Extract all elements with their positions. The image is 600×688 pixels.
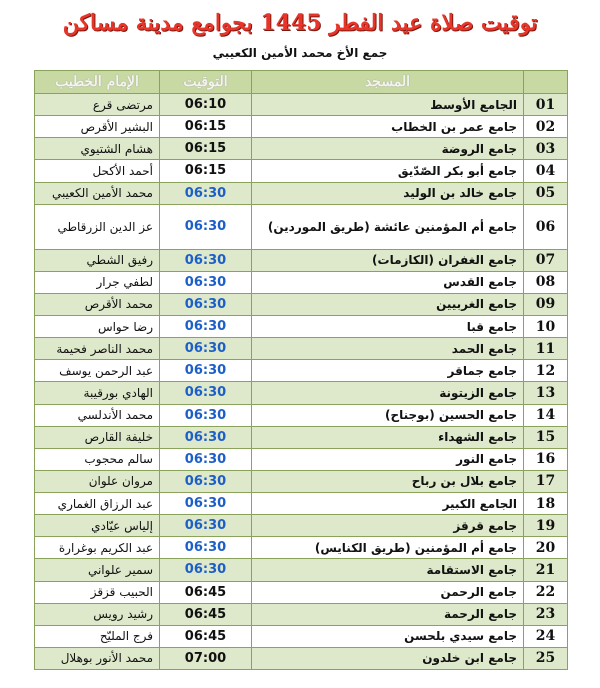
mosque-cell: جامع أم المؤمنين عائشة (طريق الموردين) bbox=[252, 204, 524, 249]
row-number-cell: 09 bbox=[524, 293, 568, 315]
mosque-cell: الجامع الكبير bbox=[252, 493, 524, 515]
imam-cell: رشيد رويس bbox=[35, 603, 160, 625]
time-cell: 06:30 bbox=[160, 537, 252, 559]
row-number-cell: 21 bbox=[524, 559, 568, 581]
mosque-cell: جامع الرحمة bbox=[252, 603, 524, 625]
table-row bbox=[35, 625, 568, 647]
table-header-row bbox=[35, 71, 568, 94]
mosque-cell: جامع أم المؤمنين (طريق الكنايس) bbox=[252, 537, 524, 559]
row-number-cell: 11 bbox=[524, 338, 568, 360]
table-row bbox=[35, 360, 568, 382]
table-row bbox=[35, 426, 568, 448]
mosque-cell: جامع خالد بن الوليد bbox=[252, 182, 524, 204]
table-row bbox=[35, 493, 568, 515]
imam-cell: لطفي جرار bbox=[35, 271, 160, 293]
time-cell: 06:30 bbox=[160, 271, 252, 293]
imam-cell: الحبيب قزقز bbox=[35, 581, 160, 603]
row-number-cell: 08 bbox=[524, 271, 568, 293]
mosque-cell: جامع الشهداء bbox=[252, 426, 524, 448]
mosque-cell: جامع جماقر bbox=[252, 360, 524, 382]
table-row bbox=[35, 338, 568, 360]
time-cell: 06:45 bbox=[160, 581, 252, 603]
row-number-cell: 13 bbox=[524, 382, 568, 404]
mosque-cell: الجامع الأوسط bbox=[252, 94, 524, 116]
time-cell: 06:30 bbox=[160, 493, 252, 515]
table-row bbox=[35, 94, 568, 116]
imam-cell: عبد الكريم بوغرارة bbox=[35, 537, 160, 559]
imam-cell: البشير الأقرص bbox=[35, 116, 160, 138]
mosque-cell: جامع عمر بن الخطاب bbox=[252, 116, 524, 138]
table-row bbox=[35, 382, 568, 404]
imam-cell: عبد الرحمن يوسف bbox=[35, 360, 160, 382]
imam-cell: عبد الرزاق الغماري bbox=[35, 493, 160, 515]
time-cell: 06:30 bbox=[160, 293, 252, 315]
imam-cell: مرتضى قرع bbox=[35, 94, 160, 116]
time-cell: 06:30 bbox=[160, 249, 252, 271]
time-cell: 06:30 bbox=[160, 448, 252, 470]
time-cell: 06:30 bbox=[160, 559, 252, 581]
mosque-cell: جامع الغربيين bbox=[252, 293, 524, 315]
mosque-cell: جامع الاستقامة bbox=[252, 559, 524, 581]
imam-cell: إلياس عيّادي bbox=[35, 515, 160, 537]
time-cell: 06:30 bbox=[160, 338, 252, 360]
header-number bbox=[524, 71, 568, 94]
mosque-cell: جامع الحسين (بوجناح) bbox=[252, 404, 524, 426]
mosque-cell: جامع الزيتونة bbox=[252, 382, 524, 404]
time-cell: 07:00 bbox=[160, 647, 252, 669]
table-row bbox=[35, 204, 568, 249]
time-cell: 06:30 bbox=[160, 382, 252, 404]
table-row bbox=[35, 404, 568, 426]
table-row bbox=[35, 537, 568, 559]
mosque-cell: جامع سيدي بلحسن bbox=[252, 625, 524, 647]
row-number-cell: 17 bbox=[524, 470, 568, 492]
mosque-cell: جامع الحمد bbox=[252, 338, 524, 360]
page-subtitle: جمع الأخ محمد الأمين الكعيبي bbox=[212, 46, 388, 60]
mosque-cell: جامع الغفران (الكازمات) bbox=[252, 249, 524, 271]
row-number-cell: 22 bbox=[524, 581, 568, 603]
page-title: توقيت صلاة عيد الفطر 1445 بجوامع مدينة مساكن bbox=[62, 10, 538, 36]
header-time: التوقيت bbox=[160, 71, 252, 94]
imam-cell: أحمد الأكحل bbox=[35, 160, 160, 182]
mosque-cell: جامع بلال بن رباح bbox=[252, 470, 524, 492]
row-number-cell: 03 bbox=[524, 138, 568, 160]
mosque-cell: جامع الرحمن bbox=[252, 581, 524, 603]
imam-cell: رفيق الشطي bbox=[35, 249, 160, 271]
imam-cell: محمد الأنور بوهلال bbox=[35, 647, 160, 669]
time-cell: 06:30 bbox=[160, 470, 252, 492]
table-row bbox=[35, 559, 568, 581]
imam-cell: هشام الشتيوي bbox=[35, 138, 160, 160]
time-cell: 06:30 bbox=[160, 404, 252, 426]
mosque-cell: جامع القدس bbox=[252, 271, 524, 293]
imam-cell: الهادي بورقيبة bbox=[35, 382, 160, 404]
header-mosque: المسجد bbox=[252, 71, 524, 94]
row-number-cell: 20 bbox=[524, 537, 568, 559]
row-number-cell: 23 bbox=[524, 603, 568, 625]
table-row bbox=[35, 581, 568, 603]
row-number-cell: 19 bbox=[524, 515, 568, 537]
time-cell: 06:10 bbox=[160, 94, 252, 116]
table-row bbox=[35, 182, 568, 204]
row-number-cell: 01 bbox=[524, 94, 568, 116]
imam-cell: محمد الناصر فحيمة bbox=[35, 338, 160, 360]
table-row bbox=[35, 160, 568, 182]
time-cell: 06:30 bbox=[160, 316, 252, 338]
table-row bbox=[35, 116, 568, 138]
table-row bbox=[35, 293, 568, 315]
row-number-cell: 10 bbox=[524, 316, 568, 338]
mosque-cell: جامع قبا bbox=[252, 316, 524, 338]
imam-cell: محمد الأمين الكعيبي bbox=[35, 182, 160, 204]
table-row bbox=[35, 138, 568, 160]
time-cell: 06:30 bbox=[160, 204, 252, 249]
imam-cell: محمد الأقرص bbox=[35, 293, 160, 315]
row-number-cell: 18 bbox=[524, 493, 568, 515]
table-row bbox=[35, 249, 568, 271]
mosque-cell: جامع قرقز bbox=[252, 515, 524, 537]
prayer-times-table bbox=[34, 70, 568, 670]
row-number-cell: 04 bbox=[524, 160, 568, 182]
table-row bbox=[35, 271, 568, 293]
header-imam: الإمام الخطيب bbox=[35, 71, 160, 94]
row-number-cell: 06 bbox=[524, 204, 568, 249]
imam-cell: سمير علواني bbox=[35, 559, 160, 581]
row-number-cell: 16 bbox=[524, 448, 568, 470]
imam-cell: فرج المليّح bbox=[35, 625, 160, 647]
row-number-cell: 24 bbox=[524, 625, 568, 647]
imam-cell: سالم محجوب bbox=[35, 448, 160, 470]
time-cell: 06:30 bbox=[160, 182, 252, 204]
row-number-cell: 05 bbox=[524, 182, 568, 204]
time-cell: 06:45 bbox=[160, 603, 252, 625]
time-cell: 06:15 bbox=[160, 116, 252, 138]
table-row bbox=[35, 448, 568, 470]
time-cell: 06:30 bbox=[160, 360, 252, 382]
mosque-cell: جامع الروضة bbox=[252, 138, 524, 160]
table-row bbox=[35, 647, 568, 669]
imam-cell: مروان علوان bbox=[35, 470, 160, 492]
row-number-cell: 02 bbox=[524, 116, 568, 138]
mosque-cell: جامع أبو بكر الصّدّيق bbox=[252, 160, 524, 182]
time-cell: 06:45 bbox=[160, 625, 252, 647]
mosque-cell: جامع النور bbox=[252, 448, 524, 470]
imam-cell: محمد الأندلسي bbox=[35, 404, 160, 426]
row-number-cell: 12 bbox=[524, 360, 568, 382]
imam-cell: عز الدين الزرقاطي bbox=[35, 204, 160, 249]
time-cell: 06:15 bbox=[160, 138, 252, 160]
table-row bbox=[35, 316, 568, 338]
time-cell: 06:30 bbox=[160, 426, 252, 448]
row-number-cell: 14 bbox=[524, 404, 568, 426]
imam-cell: رضا حواس bbox=[35, 316, 160, 338]
row-number-cell: 15 bbox=[524, 426, 568, 448]
time-cell: 06:15 bbox=[160, 160, 252, 182]
time-cell: 06:30 bbox=[160, 515, 252, 537]
table-row bbox=[35, 515, 568, 537]
table-row bbox=[35, 470, 568, 492]
row-number-cell: 25 bbox=[524, 647, 568, 669]
row-number-cell: 07 bbox=[524, 249, 568, 271]
imam-cell: خليفة القارص bbox=[35, 426, 160, 448]
table-row bbox=[35, 603, 568, 625]
mosque-cell: جامع ابن خلدون bbox=[252, 647, 524, 669]
